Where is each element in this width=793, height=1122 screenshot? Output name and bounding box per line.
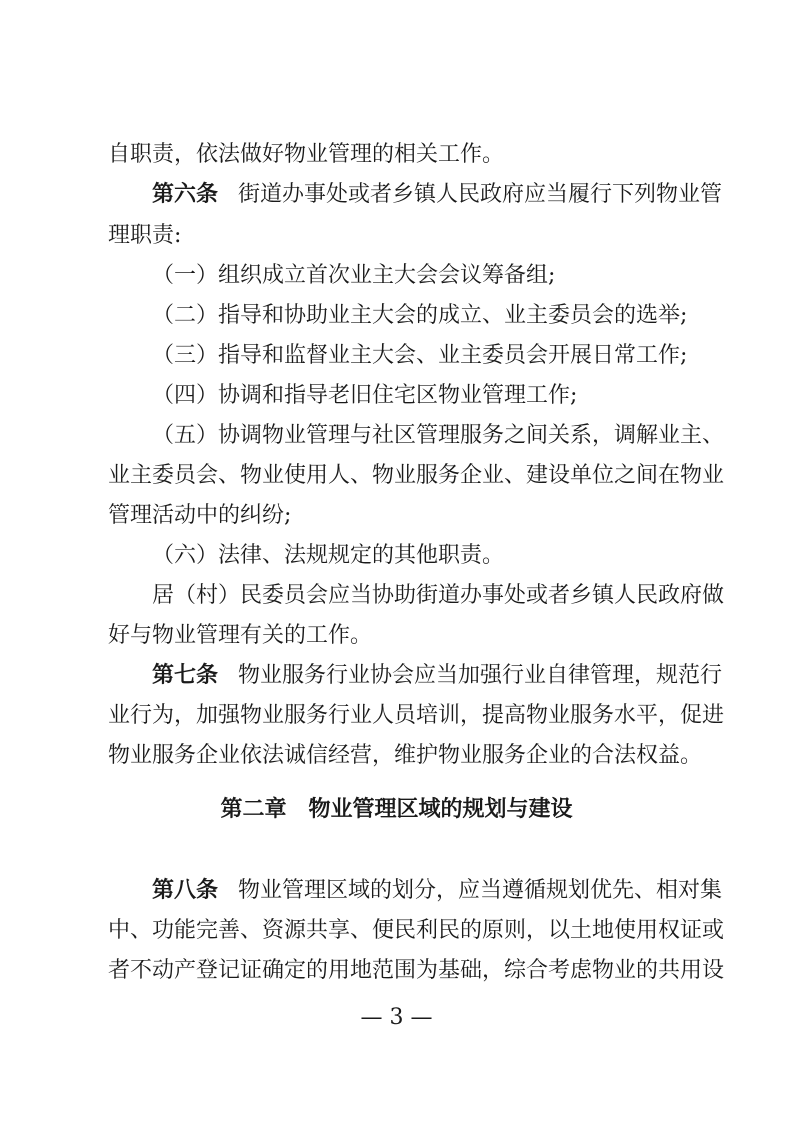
article6-item-2: （二）指导和协助业主大会的成立、业主委员会的选举; — [152, 303, 688, 328]
article6-item-5-line3: 管理活动中的纠纷; — [108, 503, 292, 528]
article8-line1 — [152, 876, 723, 906]
village-committee-line2: 好与物业管理有关的工作。 — [108, 623, 373, 648]
article7-line1-text: 物业服务行业协会应当加强行业自律管理，规范行 — [238, 663, 723, 688]
article7-line2: 业行为，加强物业服务行业人员培训，提高物业服务水平，促进 — [108, 703, 725, 728]
article6-line1-text: 街道办事处或者乡镇人民政府应当履行下列物业管 — [238, 182, 723, 207]
article6-label: 第六条 — [152, 182, 219, 207]
article8-line2: 中、功能完善、资源共享、便民利民的原则，以土地使用权证或 — [108, 918, 725, 943]
article8-line1-text: 物业管理区域的划分，应当遵循规划优先、相对集 — [238, 878, 723, 903]
village-committee-line1: 居（村）民委员会应当协助街道办事处或者乡镇人民政府做 — [152, 583, 725, 608]
article6-line1 — [152, 180, 723, 210]
article8-line3: 者不动产登记证确定的用地范围为基础，综合考虑物业的共用设 — [108, 958, 725, 983]
article7-line3: 物业服务企业依法诚信经营，维护物业服务企业的合法权益。 — [108, 743, 703, 768]
article6-continuation: 自职责，依法做好物业管理的相关工作。 — [108, 142, 505, 167]
article6-item-5-line2: 业主委员会、物业使用人、物业服务企业、建设单位之间在物业 — [108, 463, 725, 488]
article6-item-4: （四）协调和指导老旧住宅区物业管理工作; — [152, 383, 578, 408]
article6-item-5-line1: （五）协调物业管理与社区管理服务之间关系，调解业主、 — [152, 423, 725, 448]
chapter-heading: 第二章 物业管理区域的规划与建设 — [220, 797, 573, 822]
article7-line1 — [152, 661, 723, 691]
article6-item-6: （六）法律、法规规定的其他职责。 — [152, 543, 505, 568]
article8-label: 第八条 — [152, 878, 219, 903]
page-number: — 3 — — [360, 1005, 433, 1030]
article6-item-1: （一）组织成立首次业主大会会议筹备组; — [152, 263, 556, 288]
article6-item-3: （三）指导和监督业主大会、业主委员会开展日常工作; — [152, 343, 688, 368]
article7-label: 第七条 — [152, 663, 219, 688]
article6-line2: 理职责: — [108, 223, 182, 248]
